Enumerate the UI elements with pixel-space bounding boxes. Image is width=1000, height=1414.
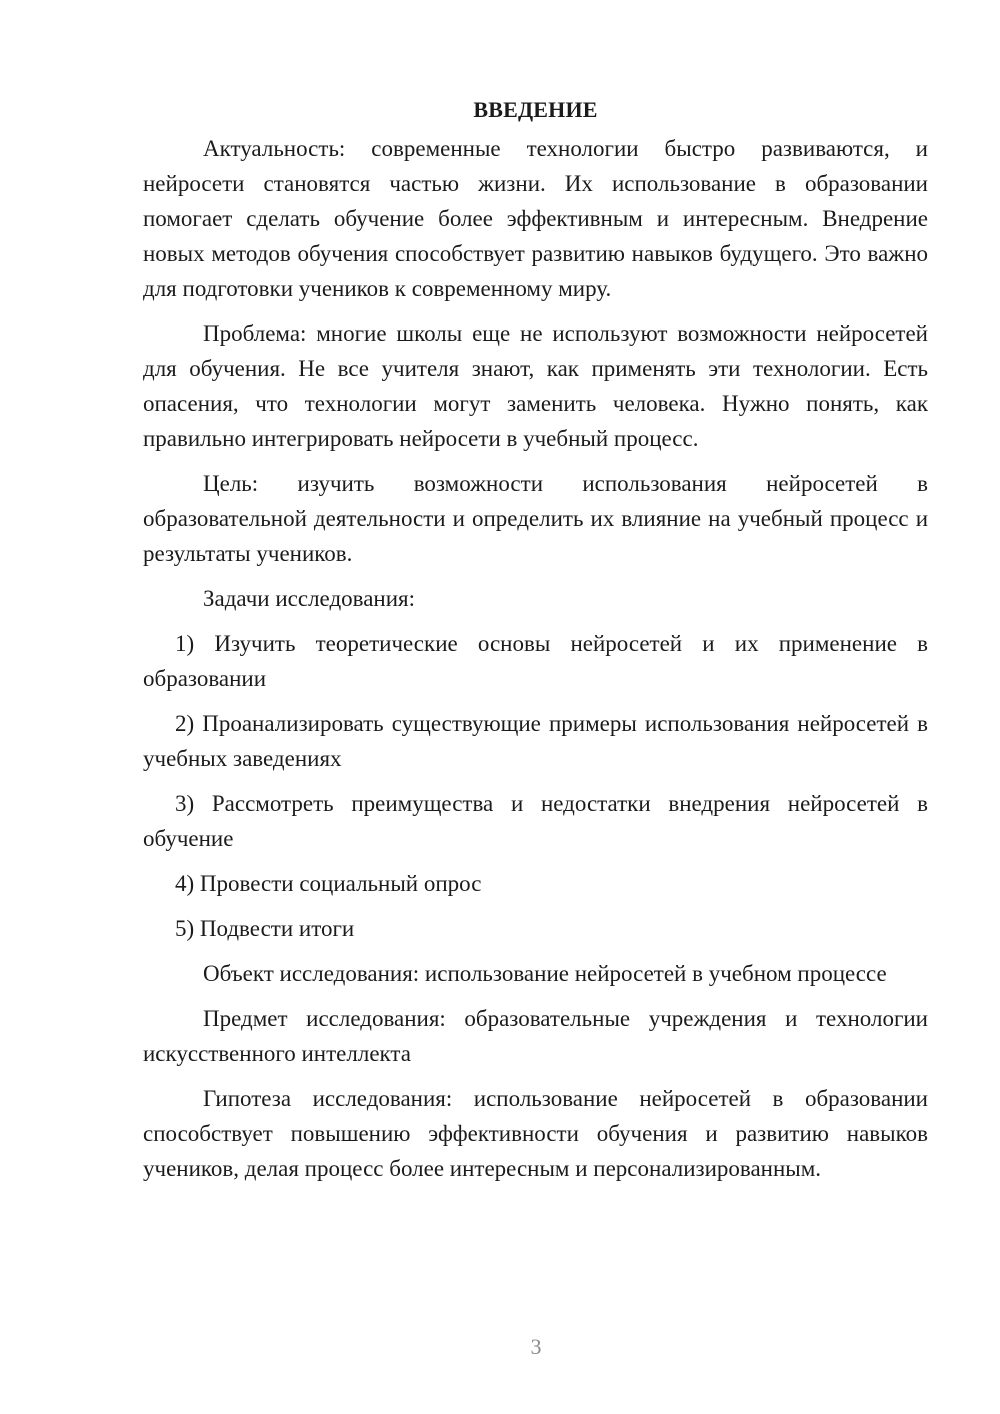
section-title: ВВЕДЕНИЕ <box>473 97 598 122</box>
task-item-2: 2) Проанализировать существующие примеры использования нейросетей в учебных заведениях <box>143 711 928 771</box>
hypothesis-paragraph: Гипотеза исследования: использование нейросетей в образовании способствует повышению эффективности обучения и развитию навыков учеников, делая процесс более интересным и персонализированным. <box>143 1086 928 1181</box>
subject-paragraph: Предмет исследования: образовательные учреждения и технологии искусственного интеллекта <box>143 1006 928 1066</box>
task-item-1: 1) Изучить теоретические основы нейросетей и их применение в образовании <box>143 631 928 691</box>
object-paragraph: Объект исследования: использование нейросетей в учебном процессе <box>203 961 887 986</box>
task-item-5: 5) Подвести итоги <box>175 916 355 941</box>
problem-paragraph: Проблема: многие школы еще не используют возможности нейросетей для обучения. Не все учителя знают, как применять эти технологии. Есть опасения, что технологии могут заменить человека. Нужно понять, как правильно интегрировать нейросети в учебный процесс. <box>143 321 928 451</box>
task-item-3: 3) Рассмотреть преимущества и недостатки внедрения нейросетей в обучение <box>143 791 928 851</box>
tasks-heading: Задачи исследования: <box>203 586 416 611</box>
task-item-4: 4) Провести социальный опрос <box>175 871 482 896</box>
document-body <box>143 92 928 1196</box>
page-number: 3 <box>530 1334 542 1359</box>
relevance-paragraph: Актуальность: современные технологии быстро развиваются, и нейросети становятся частью жизни. Их использование в образовании помогает сделать обучение более эффективным и интересным. Внедрение новых методов обучения способствует развитию навыков будущего. Это важно для подготовки учеников к современному миру. <box>143 136 928 301</box>
goal-paragraph: Цель: изучить возможности использования нейросетей в образовательной деятельности и определить их влияние на учебный процесс и результаты учеников. <box>143 471 928 566</box>
